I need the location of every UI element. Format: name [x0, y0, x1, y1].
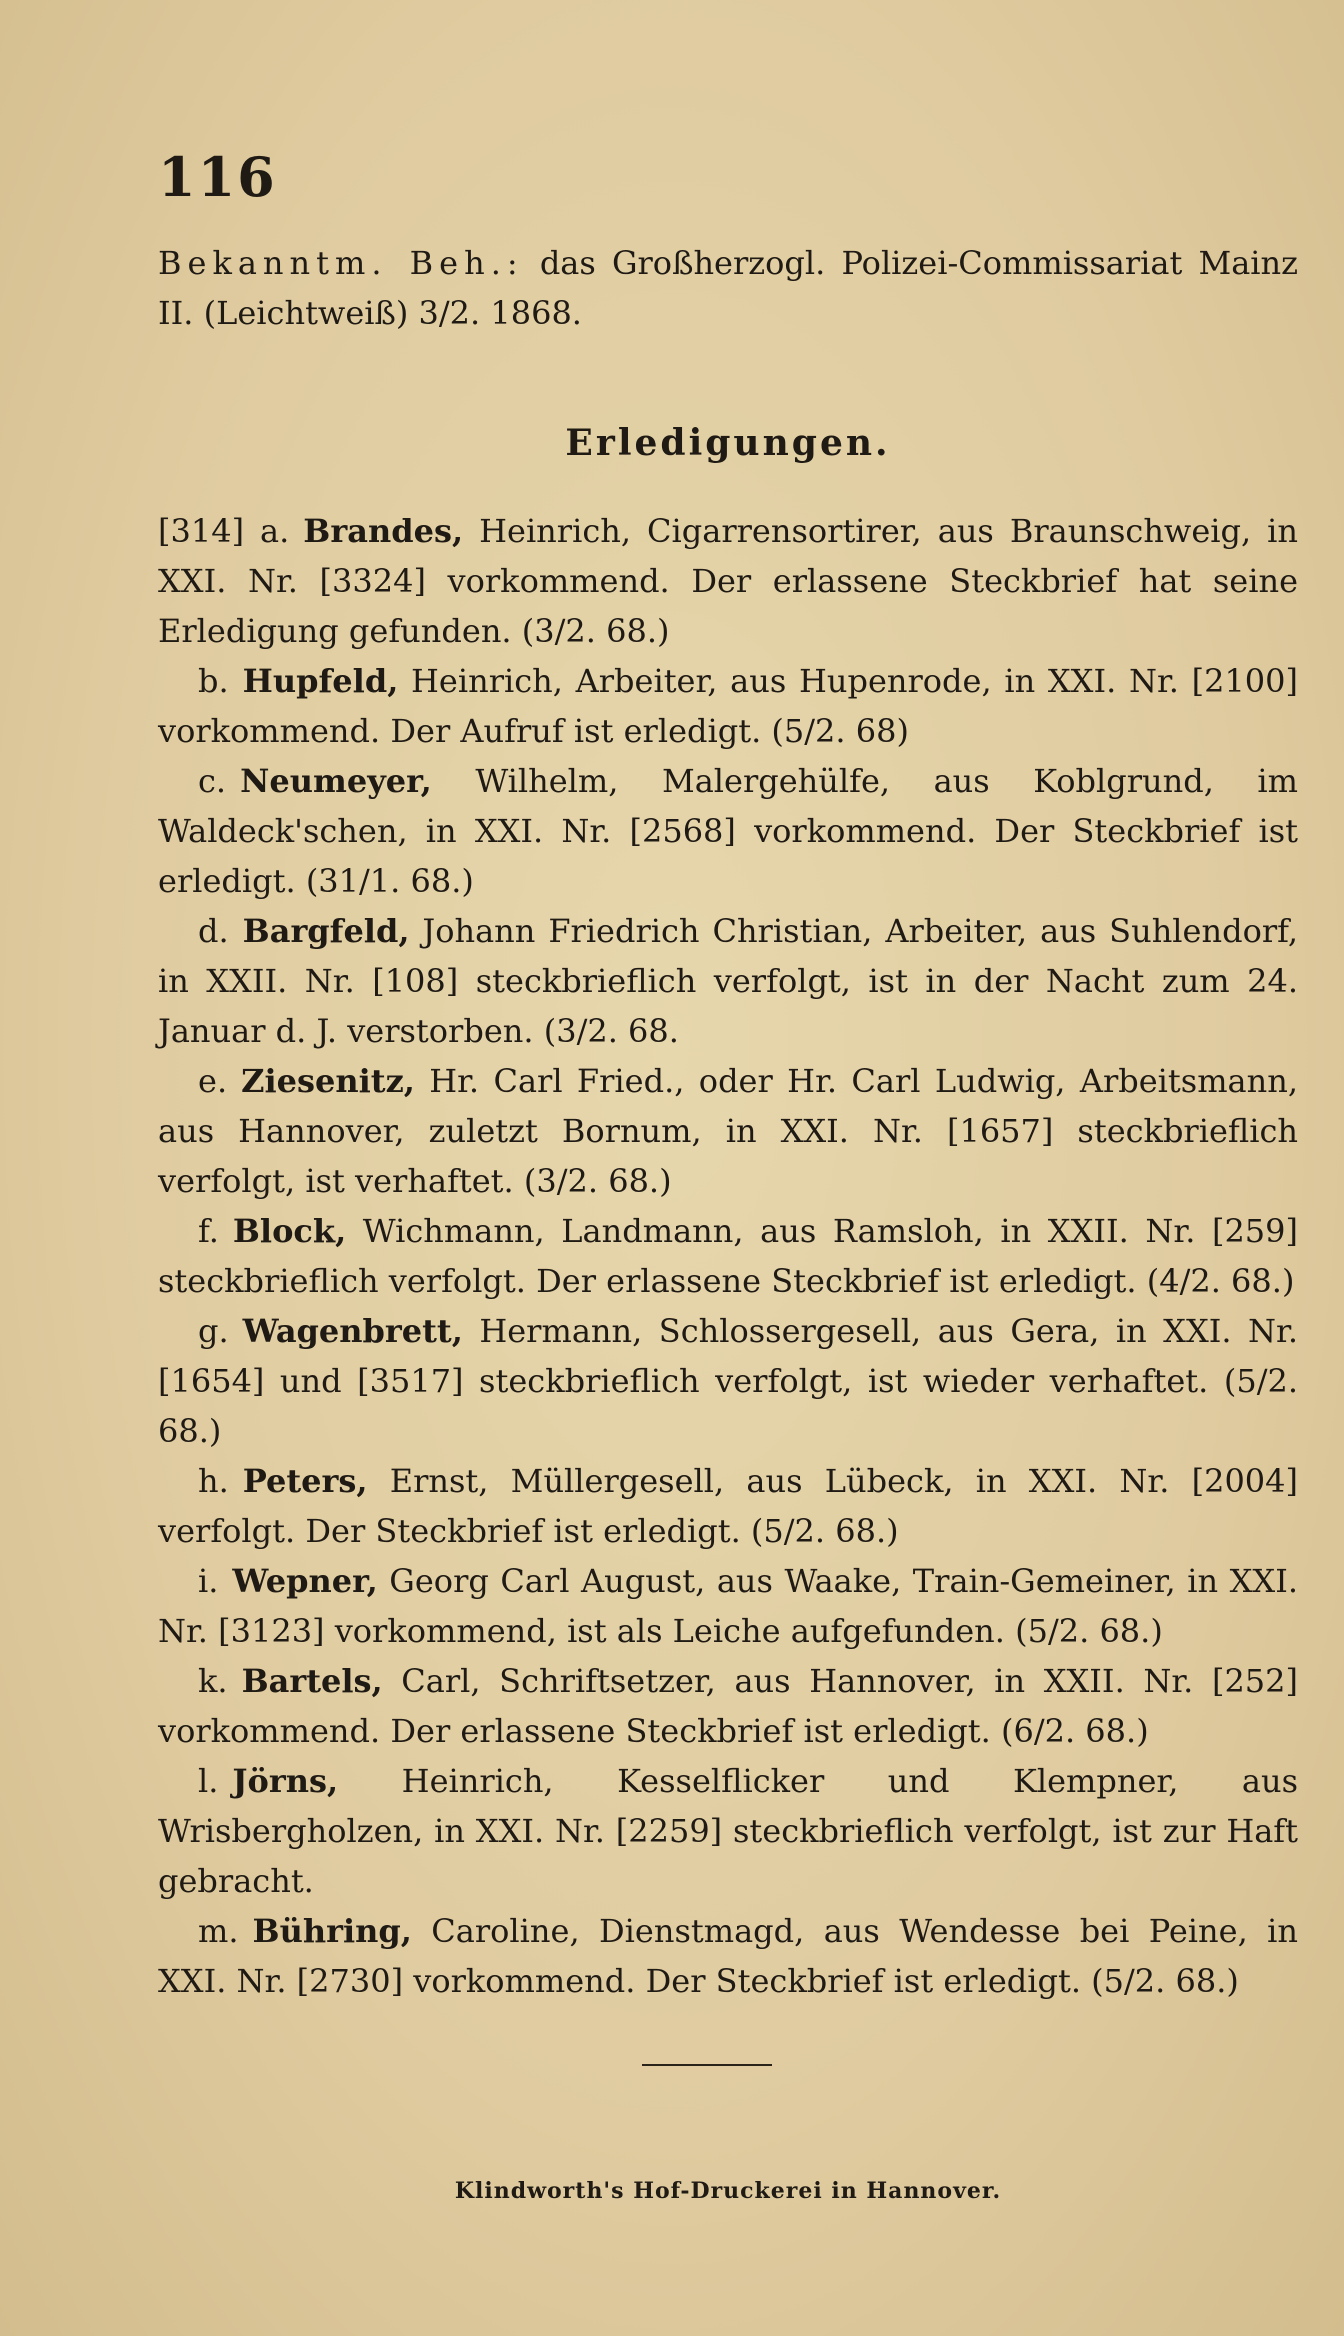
entry-name: Wepner, [232, 1562, 378, 1600]
entry-letter: b. [198, 662, 229, 700]
list-item [158, 756, 1298, 906]
list-item [158, 1056, 1298, 1206]
entry-name: Brandes, [303, 512, 464, 550]
divider-rule [642, 2064, 772, 2066]
printer-imprint: Klindworth's Hof-Druckerei in Hannover. [454, 2178, 1002, 2204]
entry-letter: c. [198, 762, 227, 800]
group-number: [314] [158, 512, 245, 550]
notice-date: 3/2. 1868. [418, 294, 582, 332]
entry-text: Hr. Carl Fried., oder Hr. Carl Ludwig, Arbeitsmann, aus Hannover, zuletzt Bornum, in XXI. Nr. [1657] steckbrieflich verfolgt, ist verhaftet. (3/2. 68.) [158, 1062, 1298, 1200]
entry-text: Heinrich, Cigarrensortirer, aus Braunschweig, in XXI. Nr. [3324] vorkommend. Der erlassene Steckbrief hat seine Erledigung gefunden. (3/2. 68.) [158, 512, 1298, 650]
list-item [158, 906, 1298, 1056]
entry-name: Hupfeld, [242, 662, 399, 700]
entry-letter: a. [260, 512, 290, 550]
entry-letter: l. [198, 1762, 219, 1800]
list-item [158, 506, 1298, 656]
entry-letter: d. [198, 912, 229, 950]
list-item [158, 1906, 1298, 2006]
entry-letter: m. [198, 1912, 239, 1950]
entry-name: Block, [232, 1212, 347, 1250]
list-item [158, 1556, 1298, 1656]
list-item [158, 1756, 1298, 1906]
entry-text: Johann Friedrich Christian, Arbeiter, aus Suhlendorf, in XXII. Nr. [108] steckbrieflich verfolgt, ist in der Nacht zum 24. Januar d. J. verstorben. (3/2. 68. [158, 912, 1298, 1050]
entry-text: Heinrich, Arbeiter, aus Hupenrode, in XXI. Nr. [2100] vorkommend. Der Aufruf ist erledigt. (5/2. 68) [158, 662, 1298, 750]
page-number: 116 [158, 145, 277, 209]
entry-name: Jörns, [232, 1762, 339, 1800]
entry-letter: k. [198, 1662, 228, 1700]
entry-text: Carl, Schriftsetzer, aus Hannover, in XXII. Nr. [252] vorkommend. Der erlassene Steckbrief ist erledigt. (6/2. 68.) [158, 1662, 1298, 1750]
entry-name: Neumeyer, [240, 762, 432, 800]
authority-notice [158, 238, 1298, 338]
entry-name: Bühring, [252, 1912, 412, 1950]
list-item [158, 1656, 1298, 1756]
entry-letter: f. [198, 1212, 219, 1250]
entry-letter: i. [198, 1562, 219, 1600]
entry-letter: g. [198, 1312, 229, 1350]
section-heading: Erledigungen. [565, 422, 891, 464]
list-item [158, 1306, 1298, 1456]
list-item [158, 656, 1298, 756]
entry-letter: e. [198, 1062, 228, 1100]
entry-name: Bargfeld, [242, 912, 410, 950]
list-item [158, 1456, 1298, 1556]
list-item [158, 1206, 1298, 1306]
entry-text: Hermann, Schlossergesell, aus Gera, in XXI. Nr. [1654] und [3517] steckbrieflich verfolgt, ist wieder verhaftet. (5/2. 68.) [158, 1312, 1298, 1450]
entry-text: Wichmann, Landmann, aus Ramsloh, in XXII. Nr. [259] steckbrieflich verfolgt. Der erlassene Steckbrief ist erledigt. (4/2. 68.) [158, 1212, 1298, 1300]
entries-list [158, 506, 1304, 2006]
entry-text: Wilhelm, Malergehülfe, aus Koblgrund, im Waldeck'schen, in XXI. Nr. [2568] vorkommend. Der Steckbrief ist erledigt. (31/1. 68.) [158, 762, 1298, 900]
entry-text: Caroline, Dienstmagd, aus Wendesse bei Peine, in XXI. Nr. [2730] vorkommend. Der Steckbrief ist erledigt. (5/2. 68.) [158, 1912, 1298, 2000]
entry-name: Peters, [242, 1462, 368, 1500]
entry-name: Ziesenitz, [241, 1062, 415, 1100]
entry-name: Wagenbrett, [242, 1312, 463, 1350]
entry-text: Georg Carl August, aus Waake, Train-Gemeiner, in XXI. Nr. [3123] vorkommend, ist als Leiche aufgefunden. (5/2. 68.) [158, 1562, 1298, 1650]
notice-lead: Bekanntm. Beh.: [158, 244, 524, 282]
entry-name: Bartels, [241, 1662, 383, 1700]
entry-text: Ernst, Müllergesell, aus Lübeck, in XXI. Nr. [2004] verfolgt. Der Steckbrief ist erledigt. (5/2. 68.) [158, 1462, 1298, 1550]
entry-letter: h. [198, 1462, 229, 1500]
notice-text: das Großherzogl. Polizei-Commissariat Mainz II. (Leichtweiß) [158, 244, 1298, 332]
entry-text: Heinrich, Kesselflicker und Klempner, aus Wrisbergholzen, in XXI. Nr. [2259] steckbrieflich verfolgt, ist zur Haft gebracht. [158, 1762, 1298, 1900]
